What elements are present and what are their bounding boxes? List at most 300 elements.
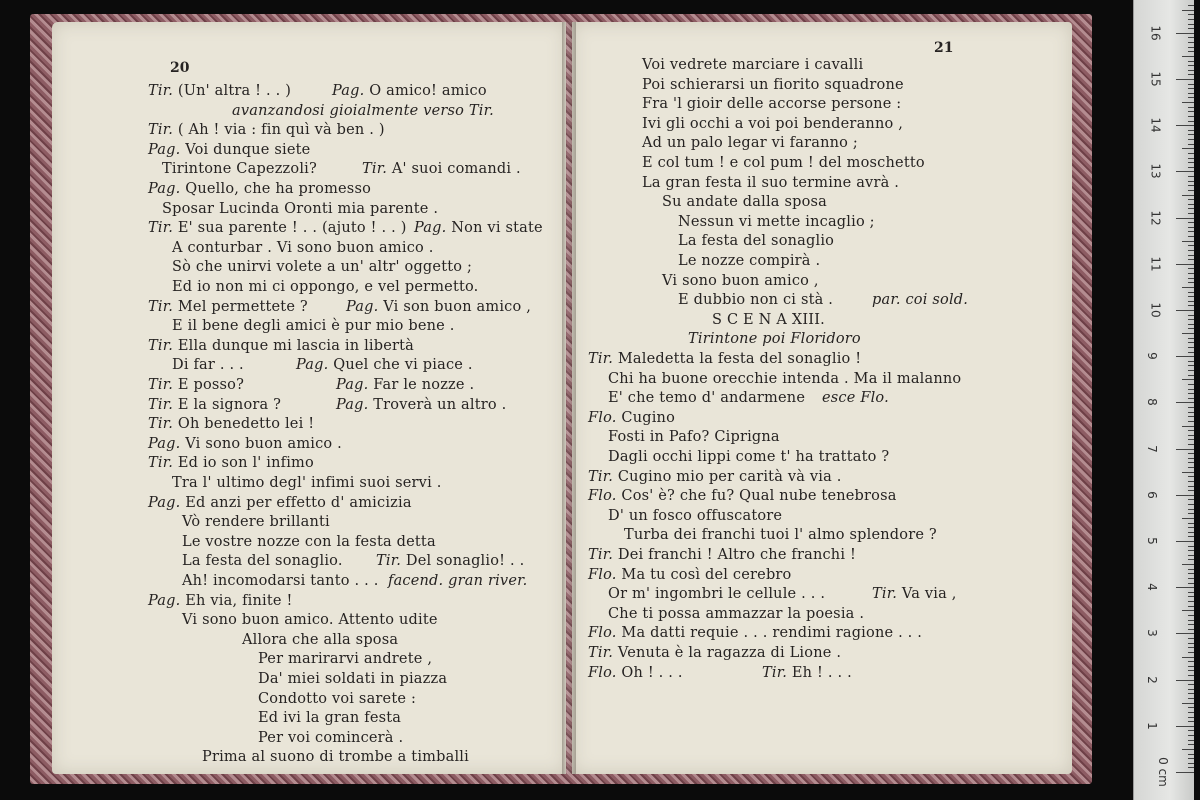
ruler-tick (1182, 102, 1194, 103)
ruler-tick (1188, 24, 1194, 25)
text-line (148, 376, 244, 394)
speaker-label: Pag. (148, 435, 181, 452)
dialogue-text: Tra l' ultimo degl' infimi suoi servi . (172, 475, 442, 491)
ruler-tick (1188, 740, 1194, 741)
dialogue-text: Non vi state (446, 220, 543, 237)
dialogue-text: Quel che vi piace . (328, 357, 473, 374)
ruler-tick (1188, 107, 1194, 108)
text-line (642, 56, 863, 74)
speaker-label: Tir. (148, 337, 174, 354)
ruler-tick (1188, 375, 1194, 376)
dialogue-text: Per voi comincerà . (258, 729, 404, 746)
ruler-tick (1188, 684, 1194, 685)
text-line (662, 193, 827, 211)
ruler-tick (1188, 481, 1194, 482)
speaker-label: Tir. (588, 547, 614, 563)
text-line-continuation (872, 585, 957, 603)
text-line (588, 409, 675, 427)
dialogue-text: La gran festa il suo termine avrà . (642, 174, 900, 191)
dialogue-text: D' un fosco offuscatore (608, 507, 783, 524)
dialogue-text: Oh ! . . . (616, 664, 683, 681)
ruler-tick (1188, 47, 1194, 48)
text-line (608, 428, 780, 446)
text-line (588, 624, 922, 642)
ruler-tick (1188, 97, 1194, 98)
text-line (678, 213, 875, 231)
ruler-tick (1176, 356, 1194, 357)
text-line (608, 370, 961, 388)
text-line (148, 219, 407, 237)
text-line (608, 507, 782, 525)
dialogue-text: Ma tu così del cerebro (616, 566, 792, 583)
ruler-tick (1188, 328, 1194, 329)
speaker-label: Pag. (148, 494, 181, 511)
ruler-tick (1188, 347, 1194, 348)
dialogue-text: Le nozze compirà . (678, 253, 821, 269)
ruler-tick (1188, 5, 1194, 6)
ruler-tick (1188, 139, 1194, 140)
ruler-tick (1188, 301, 1194, 302)
speaker-label: Pag. (332, 83, 365, 99)
dialogue-text: Chi ha buone orecchie intenda . Ma il malanno (608, 370, 962, 387)
ruler-tick (1188, 130, 1194, 131)
dialogue-text: Eh ! . . . (787, 664, 852, 681)
stage-direction: facend. gran river. (388, 573, 528, 589)
ruler-tick (1188, 37, 1194, 38)
ruler-tick (1188, 176, 1194, 177)
ruler-tick (1188, 661, 1194, 662)
ruler-tick (1176, 541, 1194, 542)
stage-direction: par. coi sold. (872, 292, 969, 309)
ruler-label: 5 (1144, 537, 1159, 545)
text-line (608, 389, 805, 407)
ruler-tick (1188, 504, 1194, 505)
ruler-tick (1176, 79, 1194, 80)
dialogue-text: Ivi gli occhi a voi poi benderanno , (642, 115, 904, 132)
speaker-label: Tir. (148, 377, 174, 393)
ruler-tick (1188, 689, 1194, 690)
dialogue-text: Turba dei franchi tuoi l' almo splendore ? (624, 527, 937, 544)
ruler-tick (1176, 680, 1194, 681)
ruler-tick (1182, 610, 1194, 611)
ruler-tick (1188, 652, 1194, 653)
ruler-tick (1188, 499, 1194, 500)
dialogue-text: Venuta è la ragazza di Lione . (613, 645, 842, 661)
ruler-tick (1188, 490, 1194, 491)
ruler-tick (1188, 365, 1194, 366)
dialogue-text: Prima al suono di trombe a timballi (202, 749, 469, 766)
ruler-tick (1188, 236, 1194, 237)
dialogue-text: La festa del sonaglio (678, 233, 835, 250)
ruler-tick (1188, 273, 1194, 274)
text-line (182, 552, 343, 570)
text-line-continuation (362, 160, 521, 178)
ruler-tick (1188, 181, 1194, 182)
dialogue-text: (Un' altra ! . . ) (173, 83, 292, 99)
dialogue-text: Vi sono buon amico . (180, 435, 342, 452)
stage-direction: esce Flo. (822, 390, 889, 407)
ruler-tick (1176, 449, 1194, 450)
ruler-tick (1176, 218, 1194, 219)
speaker-label: Tir. (148, 298, 174, 315)
ruler-tick (1176, 402, 1194, 403)
ruler-tick (1188, 675, 1194, 676)
dialogue-text: Le vostre nozze con la festa detta (182, 533, 436, 550)
text-line (608, 585, 825, 603)
ruler-tick (1188, 523, 1194, 524)
ruler-tick (1188, 116, 1194, 117)
dialogue-text: Cugino mio per carità và via . (613, 468, 842, 485)
dialogue-text: Maledetta la festa del sonaglio ! (613, 351, 862, 367)
ruler-tick (1176, 772, 1194, 773)
ruler-label: 13 (1148, 163, 1163, 180)
ruler-tick (1188, 624, 1194, 625)
dialogue-text: Vi son buon amico , (378, 298, 532, 315)
ruler-tick (1176, 33, 1194, 34)
speaker-label: Flo. (588, 409, 617, 426)
dialogue-text: ( Ah ! via : fin quì và ben . ) (173, 122, 385, 139)
text-line (182, 513, 330, 531)
text-line-continuation (336, 376, 474, 394)
text-line (642, 154, 925, 172)
text-line (172, 278, 479, 296)
ruler-label: 16 (1148, 25, 1163, 41)
text-line (258, 729, 403, 747)
text-line-continuation (376, 552, 524, 570)
ruler-tick (1182, 148, 1194, 149)
dialogue-text: Condotto voi sarete : (258, 690, 417, 707)
ruler-tick (1188, 763, 1194, 764)
ruler-tick (1188, 527, 1194, 528)
text-line (642, 95, 901, 113)
ruler-tick (1188, 231, 1194, 232)
ruler-tick (1188, 282, 1194, 283)
ruler-tick (1188, 546, 1194, 547)
speaker-label: Pag. (148, 141, 181, 158)
text-line (258, 690, 416, 708)
ruler-tick (1182, 749, 1194, 750)
ruler-tick (1188, 389, 1194, 390)
ruler-tick (1182, 56, 1194, 57)
text-line-continuation (296, 356, 473, 374)
ruler-tick (1188, 278, 1194, 279)
dialogue-text: Dagli occhi lippi come t' ha trattato ? (608, 449, 890, 465)
dialogue-text: Ah! incomodarsi tanto . . . (182, 573, 379, 589)
ruler-label: 2 (1144, 675, 1159, 684)
ruler-tick (1182, 426, 1194, 427)
text-line-continuation (346, 298, 531, 316)
right-page (572, 22, 1072, 774)
ruler-tick (1188, 121, 1194, 122)
dialogue-text: Da' miei soldati in piazza (258, 671, 448, 687)
dialogue-text: Oh benedetto lei ! (173, 416, 315, 433)
speaker-label: Pag. (148, 592, 181, 609)
page-number: 20 (170, 60, 190, 76)
text-line (588, 487, 897, 505)
ruler-label: 14 (1148, 117, 1163, 133)
ruler-tick (1188, 407, 1194, 408)
text-line (182, 611, 438, 629)
dialogue-text: Far le nozze . (368, 377, 475, 393)
text-line (172, 474, 442, 492)
text-line-continuation (388, 572, 527, 590)
ruler-tick (1188, 14, 1194, 15)
text-line (258, 670, 447, 688)
text-line (242, 631, 398, 649)
text-line (182, 533, 436, 551)
ruler-tick (1188, 296, 1194, 297)
text-line (172, 239, 434, 257)
ruler-tick (1188, 93, 1194, 94)
text-line (162, 160, 317, 178)
ruler-tick (1188, 393, 1194, 394)
speaker-label: Tir. (148, 220, 174, 237)
ruler-tick (1188, 444, 1194, 445)
ruler-tick (1188, 550, 1194, 551)
dialogue-text: E' che temo d' andarmene (608, 390, 806, 407)
speaker-label: Tir. (362, 161, 388, 178)
ruler-label: 3 (1144, 629, 1159, 638)
text-line (148, 592, 293, 610)
dialogue-text: La festa del sonaglio. (182, 553, 343, 570)
ruler-label: 6 (1144, 490, 1159, 499)
speaker-label: Pag. (336, 396, 369, 413)
stage-direction: avanzandosi gioialmente verso Tir. (232, 102, 494, 119)
ruler-tick (1188, 596, 1194, 597)
ruler-tick (1188, 647, 1194, 648)
ruler-tick (1188, 421, 1194, 422)
text-line (678, 291, 833, 309)
ruler-label: 15 (1148, 71, 1163, 87)
ruler-tick (1188, 707, 1194, 708)
book-gutter (562, 22, 576, 774)
text-line (172, 258, 472, 276)
ruler-tick (1188, 435, 1194, 436)
dialogue-text: E la signora ? (173, 396, 282, 413)
dialogue-text: Cos' è? che fu? Qual nube tenebrosa (616, 488, 897, 505)
text-line (624, 526, 937, 544)
ruler-tick (1188, 717, 1194, 718)
ruler-tick (1188, 536, 1194, 537)
ruler-tick (1188, 629, 1194, 630)
ruler-tick (1188, 578, 1194, 579)
text-line (588, 468, 842, 486)
dialogue-text: A conturbar . Vi sono buon amico . (172, 239, 434, 256)
dialogue-text: Ed ivi la gran festa (258, 710, 402, 727)
ruler-tick (1188, 255, 1194, 256)
dialogue-text: Tirintone Capezzoli? (162, 161, 317, 178)
ruler-tick (1188, 158, 1194, 159)
left-page (52, 22, 566, 774)
ruler-tick (1188, 620, 1194, 621)
ruler-tick (1188, 70, 1194, 71)
text-line (148, 141, 310, 159)
ruler-tick (1182, 379, 1194, 380)
ruler-label: 12 (1148, 209, 1163, 226)
ruler-tick (1188, 88, 1194, 89)
ruler-tick (1188, 638, 1194, 639)
ruler-label: 9 (1144, 352, 1159, 361)
ruler-tick (1188, 292, 1194, 293)
ruler-tick (1182, 195, 1194, 196)
ruler-tick (1188, 555, 1194, 556)
ruler-tick (1188, 370, 1194, 371)
dialogue-text: Vò rendere brillanti (182, 514, 330, 531)
speaker-label: Tir. (148, 416, 174, 433)
text-line (642, 115, 903, 133)
dialogue-text: Vi sono buon amico. Attento udite (182, 612, 438, 629)
dialogue-text: O amico! amico (364, 83, 487, 99)
ruler-tick (1188, 250, 1194, 251)
ruler-tick (1188, 569, 1194, 570)
ruler-tick (1188, 509, 1194, 510)
ruler-tick (1188, 153, 1194, 154)
speaker-label: Flo. (588, 625, 617, 642)
ruler-tick (1182, 703, 1194, 704)
text-line (182, 572, 379, 590)
ruler-tick (1188, 208, 1194, 209)
ruler-tick (1188, 601, 1194, 602)
ruler-tick (1188, 61, 1194, 62)
speaker-label: Pag. (336, 377, 369, 393)
ruler-tick (1176, 495, 1194, 496)
ruler-tick (1188, 144, 1194, 145)
text-line (712, 311, 825, 329)
ruler-tick (1188, 19, 1194, 20)
text-line (588, 350, 861, 368)
text-line (588, 566, 791, 584)
ruler-tick (1188, 245, 1194, 246)
text-line-continuation (332, 82, 487, 100)
dialogue-text: Che ti possa ammazzar la poesia . (608, 605, 865, 622)
ruler-tick (1176, 726, 1194, 727)
ruler-label: 8 (1144, 398, 1159, 407)
dialogue-text: Quello, che ha promesso (180, 181, 372, 197)
dialogue-text: Ed anzi per effetto d' amicizia (180, 494, 412, 511)
ruler-tick (1188, 754, 1194, 755)
text-line (642, 174, 899, 192)
speaker-label: Pag. (296, 357, 329, 374)
ruler-tick (1182, 10, 1194, 11)
text-line (678, 232, 834, 250)
ruler-label: 4 (1144, 583, 1159, 592)
ruler-tick (1188, 324, 1194, 325)
ruler-tick (1188, 204, 1194, 205)
text-line (642, 76, 904, 94)
text-line (148, 180, 371, 198)
ruler-label: 11 (1148, 256, 1163, 272)
dialogue-text: Nessun vi mette incaglio ; (678, 213, 875, 230)
ruler-tick (1188, 65, 1194, 66)
text-line (688, 330, 861, 348)
ruler-tick (1188, 615, 1194, 616)
ruler-tick (1176, 264, 1194, 265)
ruler-tick (1188, 416, 1194, 417)
text-line (258, 650, 432, 668)
ruler-tick (1188, 462, 1194, 463)
ruler-tick (1188, 28, 1194, 29)
ruler-tick (1188, 712, 1194, 713)
text-line (202, 748, 469, 766)
speaker-label: Flo. (588, 566, 617, 583)
ruler-tick (1188, 670, 1194, 671)
speaker-label: Pag. (346, 298, 379, 315)
dialogue-text: Ed io non mi ci oppongo, e vel permetto. (172, 279, 479, 295)
dialogue-text: Voi vedrete marciare i cavalli (642, 57, 864, 73)
dialogue-text: S C E N A XIII. (712, 311, 825, 328)
dialogue-text: Voi dunque siete (180, 141, 311, 158)
text-line (678, 252, 820, 270)
ruler-tick (1176, 587, 1194, 588)
speaker-label: Tir. (376, 553, 402, 570)
ruler-tick (1188, 338, 1194, 339)
ruler-tick (1188, 439, 1194, 440)
dialogue-text: E col tum ! e col pum ! del moschetto (642, 155, 925, 171)
speaker-label: Tir. (148, 83, 174, 99)
text-line-continuation (822, 389, 889, 407)
ruler-tick (1188, 513, 1194, 514)
ruler-tick (1188, 42, 1194, 43)
dialogue-text: A' suoi comandi . (387, 161, 521, 178)
dialogue-text: E dubbio non ci stà . (678, 292, 834, 309)
dialogue-text: Di far . . . (172, 357, 244, 374)
ruler-tick (1188, 259, 1194, 260)
ruler-tick (1182, 241, 1194, 242)
dialogue-text: Ed io son l' infimo (173, 455, 314, 472)
ruler-tick (1188, 730, 1194, 731)
ruler-tick (1182, 333, 1194, 334)
ruler-tick (1188, 486, 1194, 487)
measuring-ruler (1133, 0, 1194, 800)
ruler-tick (1188, 167, 1194, 168)
ruler-tick (1188, 384, 1194, 385)
speaker-label: Tir. (148, 396, 174, 413)
page-number: 21 (934, 40, 954, 56)
ruler-label: 1 (1144, 721, 1159, 730)
ruler-tick (1188, 190, 1194, 191)
ruler-tick (1188, 361, 1194, 362)
dialogue-text: Mel permettete ? (173, 298, 308, 315)
ruler-tick (1182, 472, 1194, 473)
ruler-tick (1188, 698, 1194, 699)
dialogue-text: Fra 'l gioir delle accorse persone : (642, 96, 902, 113)
dialogue-text: Fosti in Pafo? Ciprigna (608, 429, 780, 446)
ruler-tick (1188, 84, 1194, 85)
ruler-tick (1176, 310, 1194, 311)
stage-direction: Tirintone poi Floridoro (688, 331, 861, 348)
ruler-tick (1188, 643, 1194, 644)
ruler-tick (1188, 573, 1194, 574)
text-line-continuation (762, 664, 852, 682)
text-line-continuation (336, 396, 506, 414)
ruler-tick (1188, 342, 1194, 343)
dialogue-text: Va via , (897, 586, 957, 603)
ruler-tick (1188, 162, 1194, 163)
dialogue-text: Cugino (616, 409, 676, 426)
ruler-tick (1188, 268, 1194, 269)
ruler-tick (1188, 227, 1194, 228)
ruler-tick (1176, 125, 1194, 126)
text-line (148, 121, 385, 139)
dialogue-text: Or m' ingombri le cellule . . . (608, 586, 826, 603)
text-line (642, 134, 858, 152)
ruler-tick (1188, 315, 1194, 316)
ruler-tick (1188, 199, 1194, 200)
text-line (148, 337, 414, 355)
ruler-tick (1176, 171, 1194, 172)
ruler-label: 7 (1144, 444, 1159, 453)
speaker-label: Tir. (872, 586, 898, 603)
